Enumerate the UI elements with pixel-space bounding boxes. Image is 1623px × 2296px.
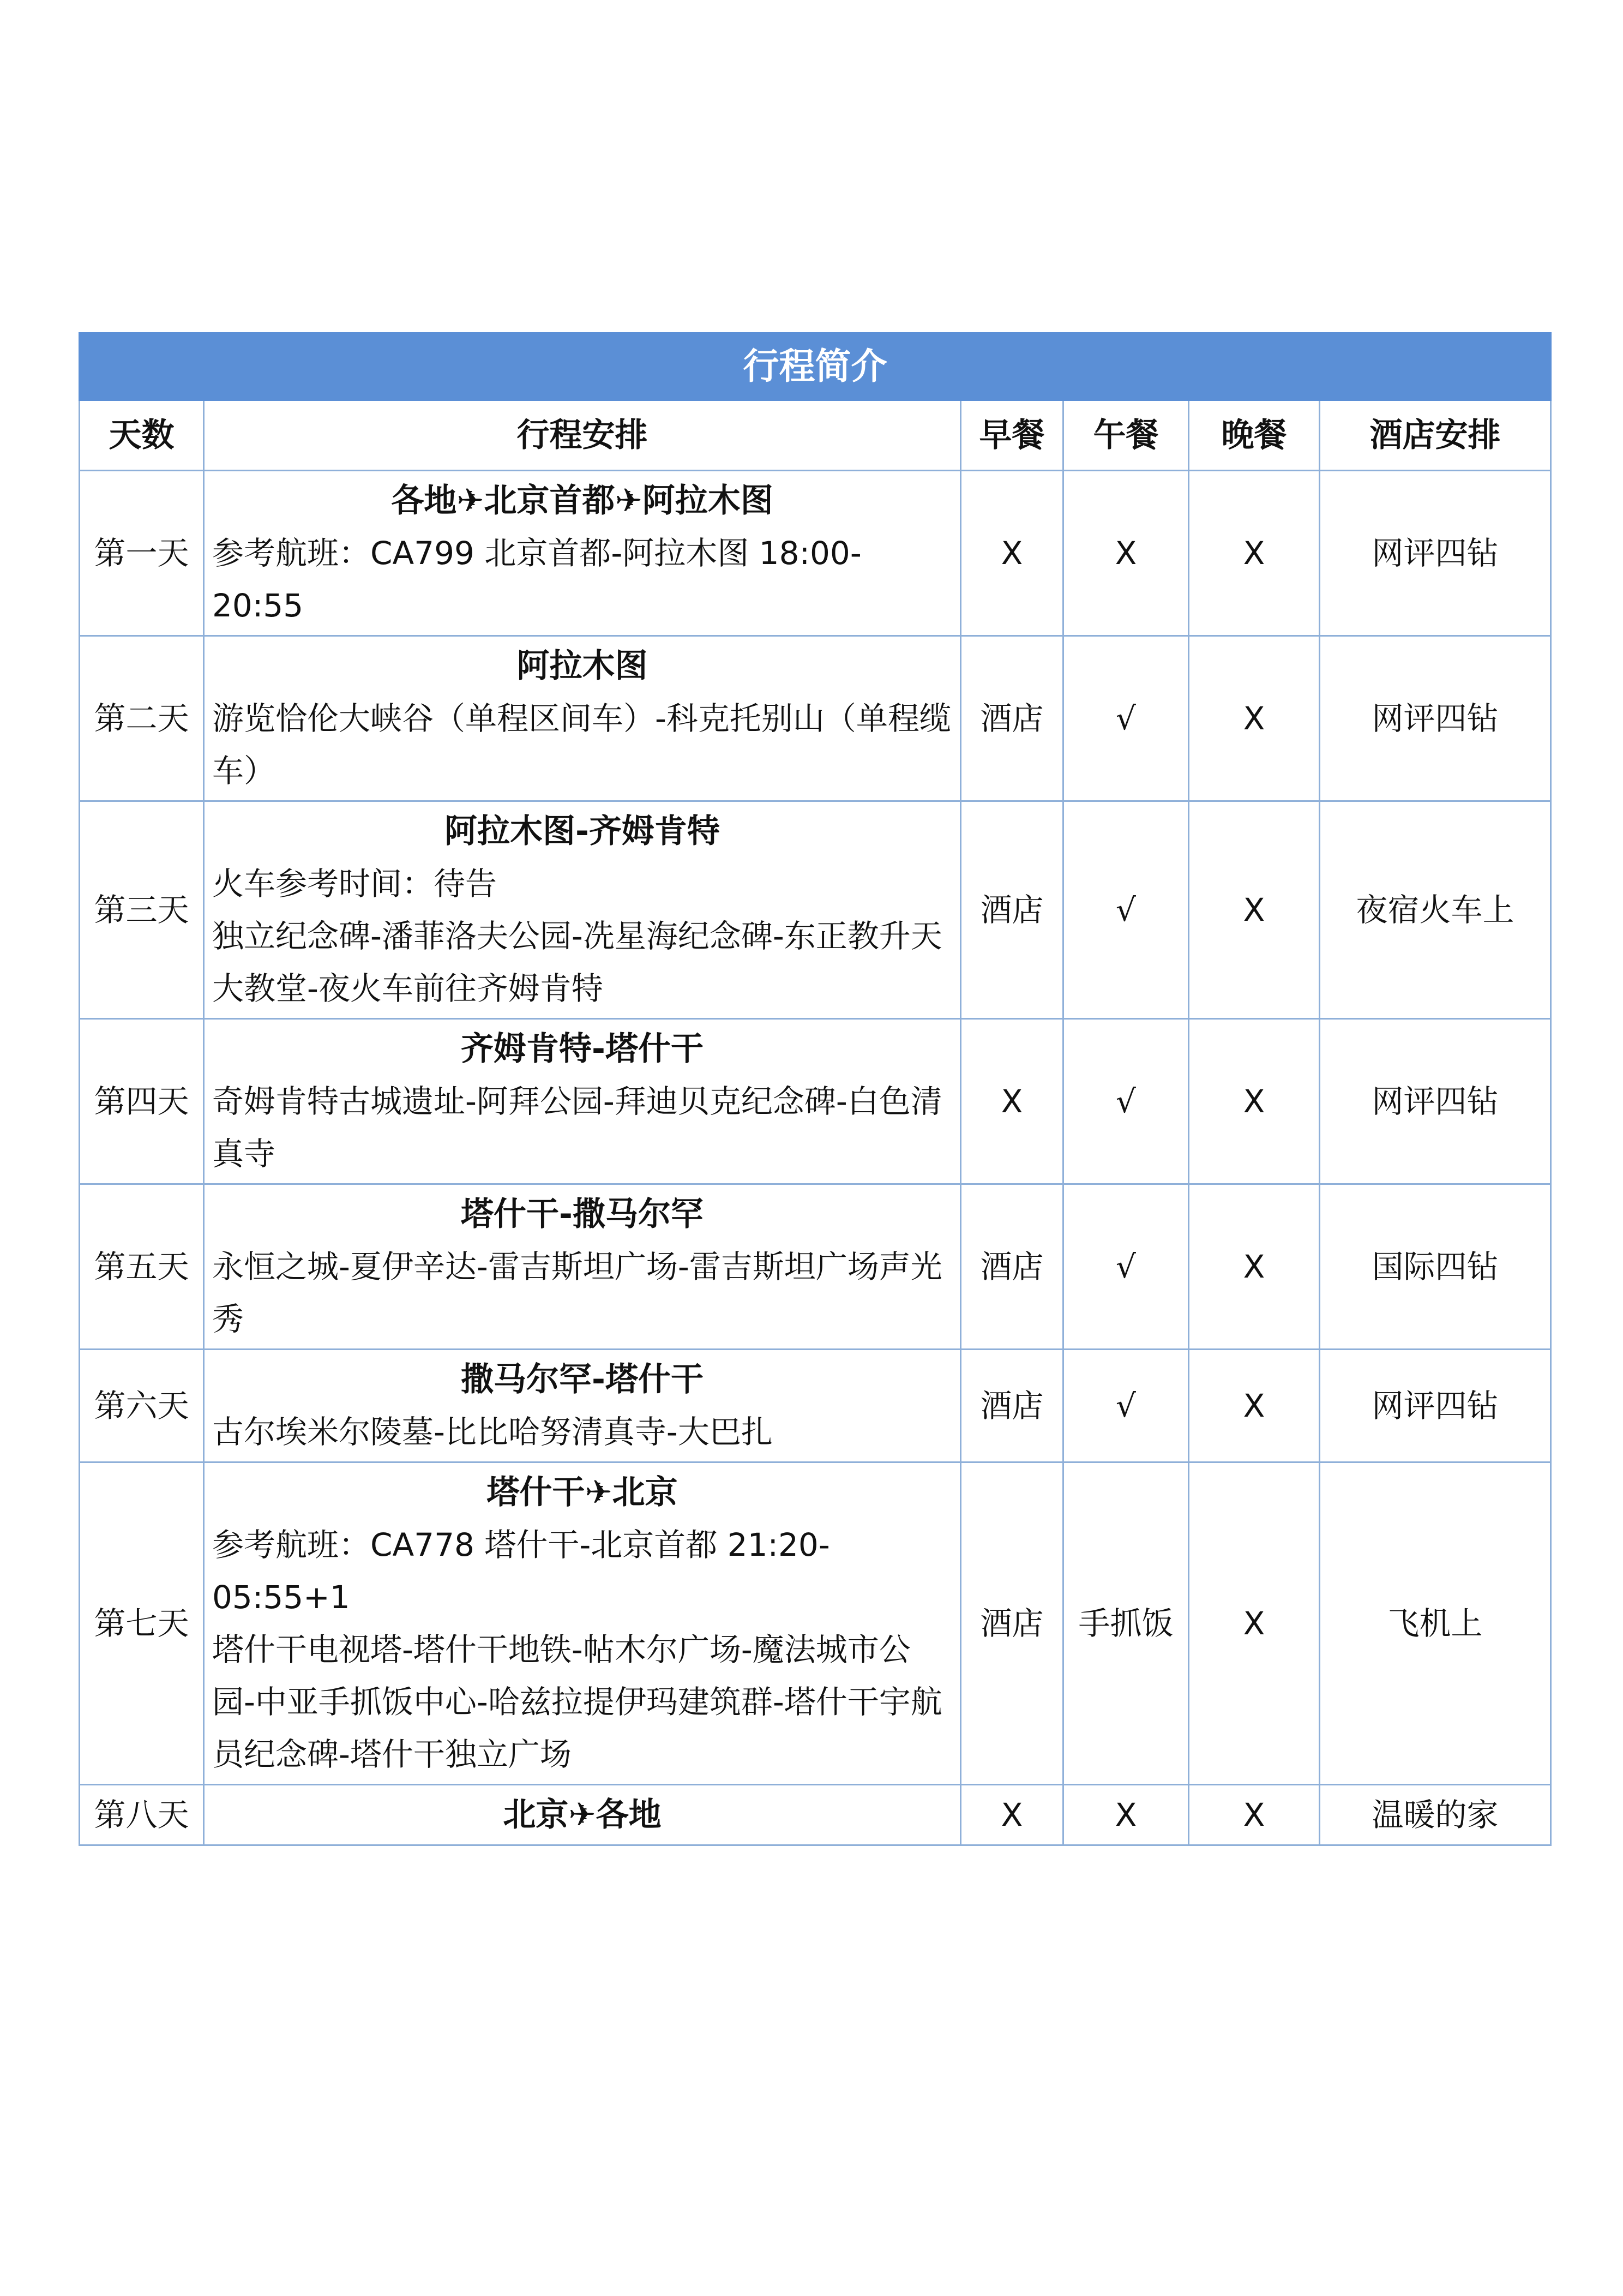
table-row	[80, 1350, 1551, 1462]
plan-cell	[204, 636, 961, 801]
dinner-cell: X	[1189, 1350, 1320, 1462]
route-title: 阿拉木图	[516, 647, 648, 685]
hotel-cell: 网评四钻	[1320, 1350, 1551, 1462]
hotel-cell: 飞机上	[1320, 1462, 1551, 1785]
day-cell: 第三天	[80, 801, 204, 1019]
plan-detail: 参考航班：CA778 塔什干-北京首都 21:20-05:55+1	[212, 1526, 830, 1616]
dinner-cell: X	[1189, 1184, 1320, 1350]
plan-cell	[204, 1184, 961, 1350]
table-row	[80, 1462, 1551, 1785]
breakfast-cell: 酒店	[961, 636, 1063, 801]
day-cell: 第四天	[80, 1019, 204, 1184]
breakfast-cell: X	[961, 1785, 1063, 1845]
plan-cell	[204, 471, 961, 636]
route-title: 齐姆肯特-塔什干	[461, 1030, 704, 1068]
day-cell: 第五天	[80, 1184, 204, 1350]
breakfast-cell: 酒店	[961, 1350, 1063, 1462]
plan-detail: 火车参考时间：待告	[212, 865, 497, 902]
table-row	[80, 636, 1551, 801]
route-title: 塔什干✈北京	[486, 1473, 678, 1512]
header-hotel: 酒店安排	[1320, 400, 1551, 471]
lunch-cell: √	[1063, 1019, 1189, 1184]
table-row	[80, 471, 1551, 636]
breakfast-cell: 酒店	[961, 1462, 1063, 1785]
route-title: 撒马尔罕-塔什干	[461, 1360, 704, 1399]
header-dinner: 晚餐	[1189, 400, 1320, 471]
dinner-cell: X	[1189, 1019, 1320, 1184]
plan-detail: 永恒之城-夏伊辛达-雷吉斯坦广场-雷吉斯坦广场声光秀	[212, 1248, 942, 1338]
day-cell: 第六天	[80, 1350, 204, 1462]
header-day: 天数	[80, 400, 204, 471]
header-plan: 行程安排	[204, 400, 961, 471]
day-cell: 第一天	[80, 471, 204, 636]
plan-detail: 游览恰伦大峡谷（单程区间车）-科克托别山（单程缆车）	[212, 700, 951, 789]
plan-cell	[204, 1462, 961, 1785]
plan-detail: 独立纪念碑-潘菲洛夫公园-冼星海纪念碑-东正教升天大教堂-夜火车前往齐姆肯特	[212, 918, 942, 1007]
dinner-cell: X	[1189, 1785, 1320, 1845]
hotel-cell: 网评四钻	[1320, 471, 1551, 636]
day-cell: 第七天	[80, 1462, 204, 1785]
plan-detail: 奇姆肯特古城遗址-阿拜公园-拜迪贝克纪念碑-白色清真寺	[212, 1083, 942, 1172]
hotel-cell: 夜宿火车上	[1320, 801, 1551, 1019]
plan-cell	[204, 1785, 961, 1845]
table-title: 行程简介	[80, 333, 1551, 400]
plan-cell	[204, 801, 961, 1019]
plan-detail: 塔什干电视塔-塔什干地铁-帖木尔广场-魔法城市公园-中亚手抓饭中心-哈兹拉提伊玛建筑群-塔什干宇航员纪念碑-塔什干独立广场	[212, 1631, 942, 1773]
plan-detail: 古尔埃米尔陵墓-比比哈努清真寺-大巴扎	[212, 1413, 773, 1450]
dinner-cell: X	[1189, 801, 1320, 1019]
hotel-cell: 温暖的家	[1320, 1785, 1551, 1845]
route-title: 北京✈各地	[503, 1796, 662, 1834]
plan-cell	[204, 1019, 961, 1184]
breakfast-cell: 酒店	[961, 801, 1063, 1019]
header-breakfast: 早餐	[961, 400, 1063, 471]
lunch-cell: X	[1063, 471, 1189, 636]
header-lunch: 午餐	[1063, 400, 1189, 471]
table-row	[80, 1019, 1551, 1184]
breakfast-cell: X	[961, 471, 1063, 636]
hotel-cell: 国际四钻	[1320, 1184, 1551, 1350]
hotel-cell: 网评四钻	[1320, 636, 1551, 801]
hotel-cell: 网评四钻	[1320, 1019, 1551, 1184]
breakfast-cell: 酒店	[961, 1184, 1063, 1350]
breakfast-cell: X	[961, 1019, 1063, 1184]
plan-cell	[204, 1350, 961, 1462]
dinner-cell: X	[1189, 1462, 1320, 1785]
lunch-cell: X	[1063, 1785, 1189, 1845]
itinerary-table	[79, 332, 1552, 1846]
dinner-cell: X	[1189, 636, 1320, 801]
itinerary-rows	[80, 471, 1551, 1845]
lunch-cell: √	[1063, 636, 1189, 801]
lunch-cell: √	[1063, 1184, 1189, 1350]
day-cell: 第二天	[80, 636, 204, 801]
route-title: 塔什干-撒马尔罕	[461, 1195, 704, 1233]
table-row	[80, 1785, 1551, 1845]
lunch-cell: 手抓饭	[1063, 1462, 1189, 1785]
route-title: 阿拉木图-齐姆肯特	[444, 812, 720, 850]
route-title: 各地✈北京首都✈阿拉木图	[391, 482, 773, 520]
lunch-cell: √	[1063, 1350, 1189, 1462]
dinner-cell: X	[1189, 471, 1320, 636]
plan-detail: 参考航班：CA799 北京首都-阿拉木图 18:00-20:55	[212, 535, 862, 624]
lunch-cell: √	[1063, 801, 1189, 1019]
table-row	[80, 801, 1551, 1019]
day-cell: 第八天	[80, 1785, 204, 1845]
table-row	[80, 1184, 1551, 1350]
